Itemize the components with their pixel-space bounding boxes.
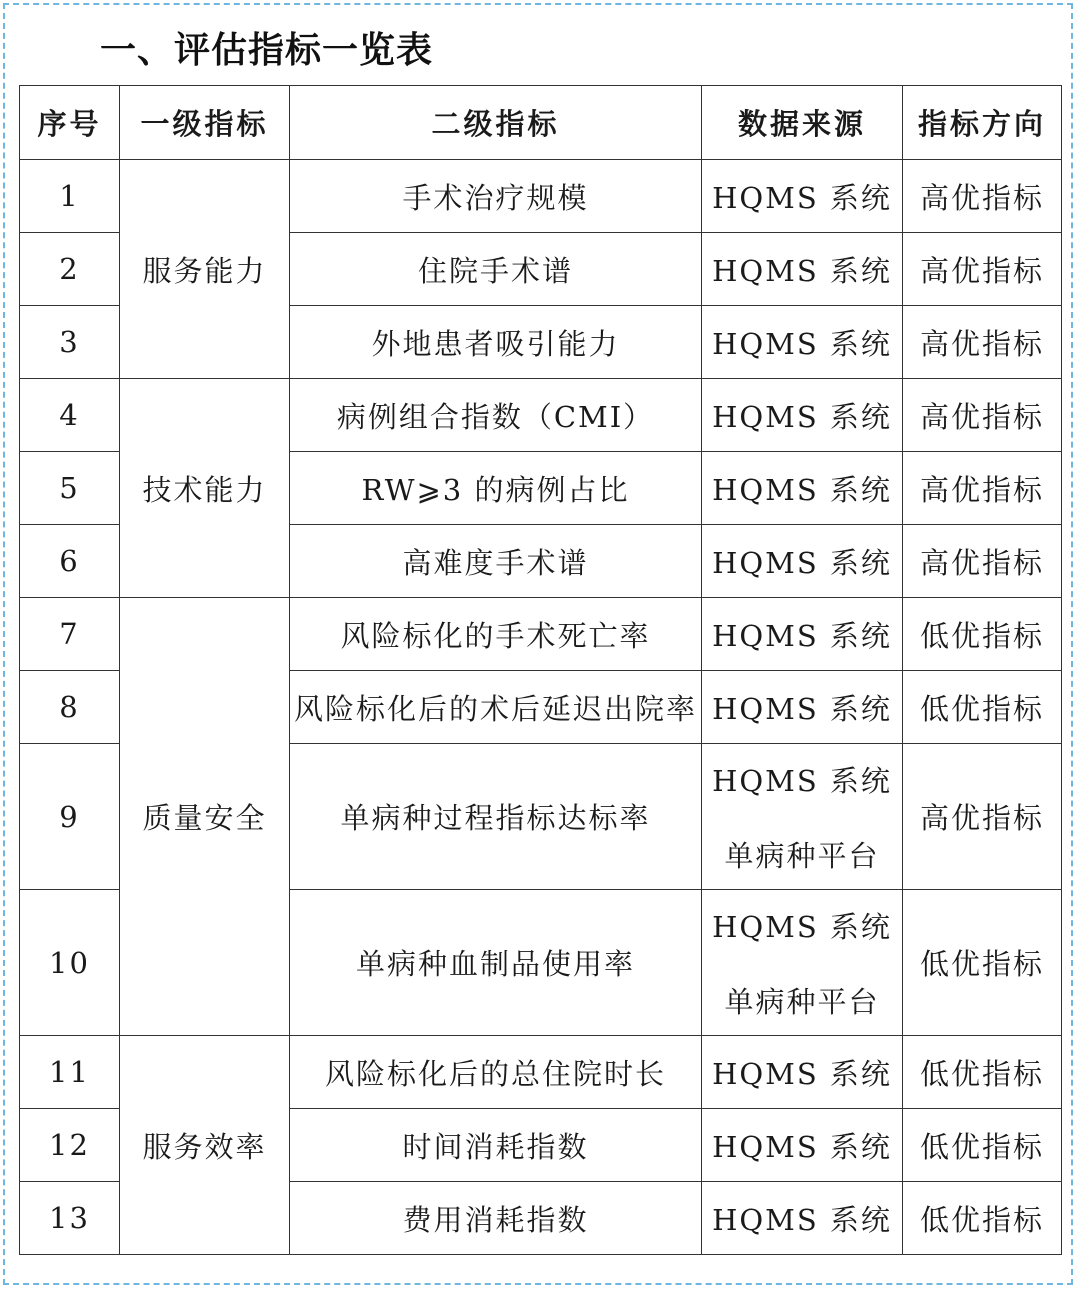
data-source: HQMS 系统 — [702, 1182, 903, 1255]
page-title: 一、评估指标一览表 — [100, 30, 434, 71]
indicator-name: 手术治疗规模 — [290, 160, 702, 233]
data-source: HQMS 系统 — [702, 598, 903, 671]
data-source: HQMS 系统 — [702, 306, 903, 379]
indicator-name: 单病种血制品使用率 — [290, 890, 702, 1036]
indicator-table — [19, 85, 1062, 1255]
data-source: HQMS 系统 — [702, 160, 903, 233]
header-cell: 指标方向 — [903, 86, 1062, 160]
data-source — [702, 744, 903, 890]
direction: 高优指标 — [903, 233, 1062, 306]
data-source-line: 单病种平台 — [724, 984, 880, 1019]
row-number: 4 — [20, 379, 120, 452]
direction: 高优指标 — [903, 306, 1062, 379]
table-row — [20, 598, 1062, 671]
indicator-name: 病例组合指数（CMI） — [290, 379, 702, 452]
row-number: 6 — [20, 525, 120, 598]
row-number: 7 — [20, 598, 120, 671]
row-number: 11 — [20, 1036, 120, 1109]
row-number: 9 — [20, 744, 120, 890]
direction: 高优指标 — [903, 452, 1062, 525]
row-number: 5 — [20, 452, 120, 525]
row-number: 12 — [20, 1109, 120, 1182]
indicator-name: 费用消耗指数 — [290, 1182, 702, 1255]
row-number: 3 — [20, 306, 120, 379]
indicator-name: 高难度手术谱 — [290, 525, 702, 598]
indicator-name: 住院手术谱 — [290, 233, 702, 306]
group-cell: 服务效率 — [120, 1036, 290, 1255]
data-source: HQMS 系统 — [702, 233, 903, 306]
indicator-name: RW⩾3 的病例占比 — [290, 452, 702, 525]
indicator-name: 外地患者吸引能力 — [290, 306, 702, 379]
row-number: 10 — [20, 890, 120, 1036]
header-cell: 一级指标 — [120, 86, 290, 160]
indicator-name: 风险标化后的总住院时长 — [290, 1036, 702, 1109]
table-header-row — [20, 86, 1062, 160]
data-source-line: HQMS 系统 — [712, 909, 892, 944]
data-source: HQMS 系统 — [702, 379, 903, 452]
data-source: HQMS 系统 — [702, 1036, 903, 1109]
row-number: 1 — [20, 160, 120, 233]
row-number: 2 — [20, 233, 120, 306]
data-source: HQMS 系统 — [702, 525, 903, 598]
indicator-name: 单病种过程指标达标率 — [290, 744, 702, 890]
direction: 低优指标 — [903, 1036, 1062, 1109]
data-source: HQMS 系统 — [702, 671, 903, 744]
data-source — [702, 890, 903, 1036]
direction: 高优指标 — [903, 379, 1062, 452]
direction: 低优指标 — [903, 1182, 1062, 1255]
group-cell: 质量安全 — [120, 598, 290, 1036]
data-source: HQMS 系统 — [702, 452, 903, 525]
indicator-name: 时间消耗指数 — [290, 1109, 702, 1182]
data-source-line: 单病种平台 — [724, 838, 880, 873]
group-cell: 技术能力 — [120, 379, 290, 598]
header-cell: 序号 — [20, 86, 120, 160]
data-source: HQMS 系统 — [702, 1109, 903, 1182]
data-source-line: HQMS 系统 — [712, 763, 892, 798]
direction: 低优指标 — [903, 890, 1062, 1036]
indicator-name: 风险标化的手术死亡率 — [290, 598, 702, 671]
table-row — [20, 379, 1062, 452]
header-cell: 数据来源 — [702, 86, 903, 160]
group-cell: 服务能力 — [120, 160, 290, 379]
header-cell: 二级指标 — [290, 86, 702, 160]
row-number: 13 — [20, 1182, 120, 1255]
direction: 低优指标 — [903, 1109, 1062, 1182]
table-row — [20, 160, 1062, 233]
direction: 高优指标 — [903, 525, 1062, 598]
indicator-name: 风险标化后的术后延迟出院率 — [290, 671, 702, 744]
table-row — [20, 1036, 1062, 1109]
row-number: 8 — [20, 671, 120, 744]
direction: 低优指标 — [903, 671, 1062, 744]
direction: 低优指标 — [903, 598, 1062, 671]
direction: 高优指标 — [903, 744, 1062, 890]
direction: 高优指标 — [903, 160, 1062, 233]
